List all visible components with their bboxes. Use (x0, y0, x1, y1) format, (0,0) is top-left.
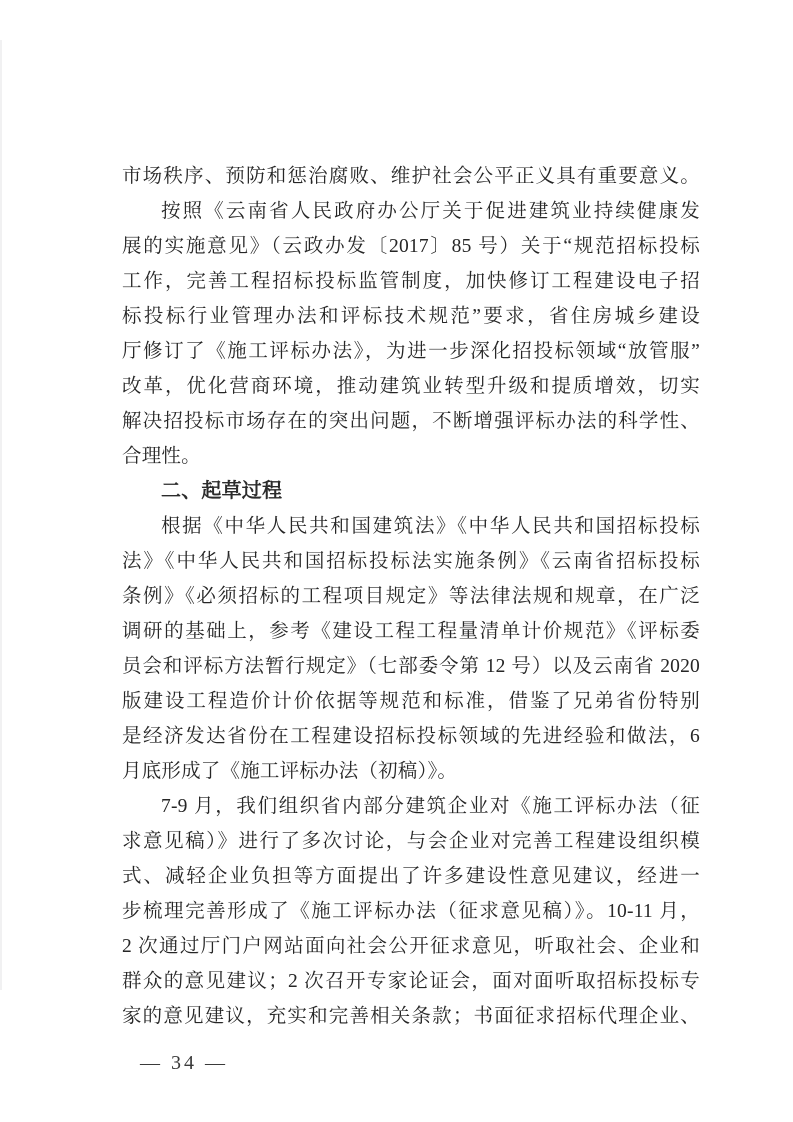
text-line: 步梳理完善形成了《施工评标办法（征求意见稿）》。10-11 月， (122, 901, 700, 922)
text-line: 员会和评标方法暂行规定》（七部委令第 12 号）以及云南省 2020 (122, 656, 700, 677)
text-line: 厅修订了《施工评标办法》，为进一步深化招投标领域“放管服” (122, 341, 700, 362)
text-line: 版建设工程造价计价依据等规范和标准，借鉴了兄弟省份特别 (122, 691, 700, 712)
text-line: 2 次通过厅门户网站面向社会公开征求意见，听取社会、企业和 (122, 936, 700, 957)
text-line: 是经济发达省份在工程建设招标投标领域的先进经验和做法，6 (122, 726, 700, 747)
text-line: 市场秩序、预防和惩治腐败、维护社会公平正义具有重要意义。 (122, 166, 700, 187)
text-block (122, 159, 700, 1034)
text-line: 求意见稿）》进行了多次讨论，与会企业对完善工程建设组织模 (122, 831, 700, 852)
text-line: 条例》《必须招标的工程项目规定》等法律法规和规章，在广泛 (122, 586, 700, 607)
text-line: 月底形成了《施工评标办法（初稿）》。 (122, 761, 458, 782)
scan-edge-artifact (0, 40, 2, 990)
text-line: 群众的意见建议；2 次召开专家论证会，面对面听取招标投标专 (122, 971, 700, 992)
text-line: 家的意见建议，充实和完善相关条款；书面征求招标代理企业、 (122, 1006, 700, 1027)
page-number: — 34 — (140, 1052, 228, 1074)
text-line: 调研的基础上，参考《建设工程工程量清单计价规范》《评标委 (122, 621, 700, 642)
text-line: 合理性。 (122, 446, 201, 467)
section-heading: 二、起草过程 (161, 480, 283, 502)
text-line: 法》《中华人民共和国招标投标法实施条例》《云南省招标投标 (122, 551, 700, 572)
text-line: 标投标行业管理办法和评标技术规范”要求，省住房城乡建设 (122, 306, 700, 327)
text-line: 改革，优化营商环境，推动建筑业转型升级和提质增效，切实 (122, 376, 700, 397)
text-line: 按照《云南省人民政府办公厅关于促进建筑业持续健康发 (161, 201, 700, 222)
text-line: 展的实施意见》（云政办发〔2017〕85 号）关于“规范招标投标 (122, 236, 700, 257)
text-line: 工作，完善工程招标投标监管制度，加快修订工程建设电子招 (122, 271, 700, 292)
text-line: 根据《中华人民共和国建筑法》《中华人民共和国招标投标 (161, 516, 700, 537)
text-line: 解决招投标市场存在的突出问题，不断增强评标办法的科学性、 (122, 411, 700, 432)
text-line: 7-9 月，我们组织省内部分建筑企业对《施工评标办法（征 (161, 796, 700, 817)
text-line: 式、减轻企业负担等方面提出了许多建设性意见建议，经进一 (122, 866, 700, 887)
